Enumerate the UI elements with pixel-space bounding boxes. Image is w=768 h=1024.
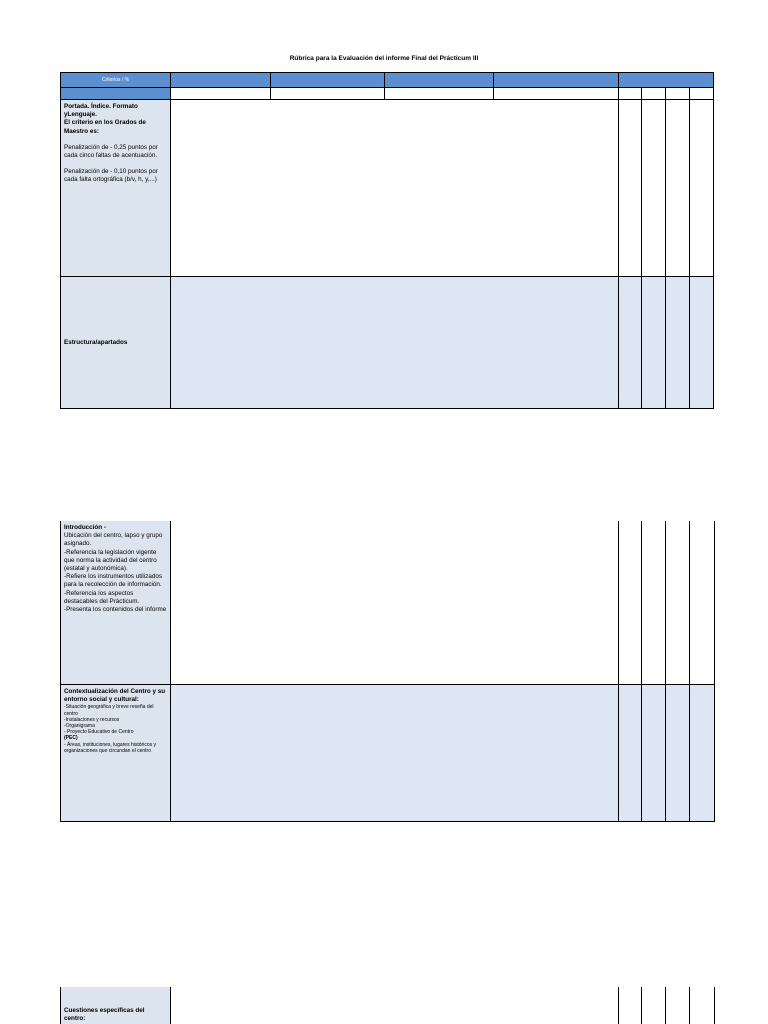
level-header-2 bbox=[270, 72, 385, 88]
divider bbox=[665, 987, 666, 1024]
criterion-estructura bbox=[60, 276, 171, 409]
contexto-score-3 bbox=[665, 684, 690, 822]
divider bbox=[714, 521, 715, 685]
criterion-portada bbox=[60, 99, 171, 277]
divider bbox=[641, 987, 642, 1024]
portada-description-cell bbox=[170, 99, 619, 277]
divider bbox=[618, 987, 619, 1024]
introduccion-item-3: -Refiere los instrumentos utilizados para la recolección de información. bbox=[64, 573, 162, 589]
introduccion-item-1: Ubicación del centro, lapso y grupo asignado. bbox=[64, 532, 163, 548]
contexto-score-4 bbox=[689, 684, 715, 822]
portada-score-4 bbox=[689, 99, 714, 277]
estructura-description-cell bbox=[170, 276, 619, 409]
introduccion-item-2: -Referencia la legislación vigente que norma la actividad del centro (estatal y autonómica). bbox=[64, 548, 157, 573]
criterion-cuestiones bbox=[60, 987, 171, 1024]
portada-penalty-1: Penalización de - 0,25 puntos por cada cinco faltas de acentuación. bbox=[64, 143, 158, 160]
estructura-score-1 bbox=[618, 276, 642, 409]
criteria-header bbox=[60, 72, 171, 88]
level-header-4 bbox=[493, 72, 619, 88]
portada-penalty-2: Penalización de - 0,10 puntos por cada falta ortográfica (b/v, h, y,...) bbox=[64, 168, 158, 184]
contexto-score-1 bbox=[618, 684, 642, 822]
contexto-item-4: - Proyecto Educativo de Centro bbox=[64, 729, 134, 736]
portada-subheading: El criterio en los Grados de Maestro es: bbox=[64, 119, 146, 135]
criterion-introduccion bbox=[60, 521, 171, 685]
divider bbox=[618, 521, 619, 685]
divider bbox=[689, 987, 690, 1024]
estructura-score-3 bbox=[665, 276, 690, 409]
divider bbox=[665, 521, 666, 685]
contexto-item-1: -Situación geográfica y breve reseña del centro bbox=[64, 704, 154, 717]
divider bbox=[641, 521, 642, 685]
contexto-item-6: - Áreas, instituciones, lugares históricos y organizaciones que circundan el centro bbox=[64, 741, 156, 754]
contexto-item-2: -Instalaciones y recursos bbox=[64, 716, 120, 723]
document-title: Rúbrica para la Evaluación del informe Final del Prácticum III bbox=[289, 55, 479, 62]
level-header-1 bbox=[170, 72, 271, 88]
cuestiones-heading: Cuestiones específicas del centro: bbox=[64, 1007, 145, 1023]
portada-heading: Portada. Índice. Formato yLenguaje. bbox=[64, 103, 138, 119]
estructura-score-4 bbox=[689, 276, 714, 409]
estructura-score-2 bbox=[641, 276, 666, 409]
introduccion-item-5: -Presenta los contenidos del informe bbox=[64, 606, 167, 614]
estructura-heading: Estructura/apartados bbox=[64, 339, 128, 346]
portada-score-1 bbox=[618, 99, 642, 277]
contexto-item-3: -Organigrama bbox=[64, 723, 95, 730]
divider bbox=[714, 987, 715, 1024]
contexto-score-2 bbox=[641, 684, 666, 822]
criteria-header-label: Criterios / % bbox=[101, 77, 130, 83]
contexto-description-cell bbox=[170, 684, 619, 822]
divider bbox=[689, 521, 690, 685]
level-header-3 bbox=[384, 72, 494, 88]
contexto-item-5: (PEC) bbox=[64, 735, 78, 742]
introduccion-heading: Introducción - bbox=[64, 524, 106, 531]
score-header bbox=[618, 72, 714, 88]
criterion-contexto bbox=[60, 684, 171, 822]
introduccion-item-4: -Referencia los aspectos destacables del Prácticum. bbox=[64, 589, 140, 605]
portada-score-3 bbox=[665, 99, 690, 277]
contexto-heading: Contextualización del Centro y su entorno social y cultural: bbox=[64, 688, 166, 704]
portada-score-2 bbox=[641, 99, 666, 277]
